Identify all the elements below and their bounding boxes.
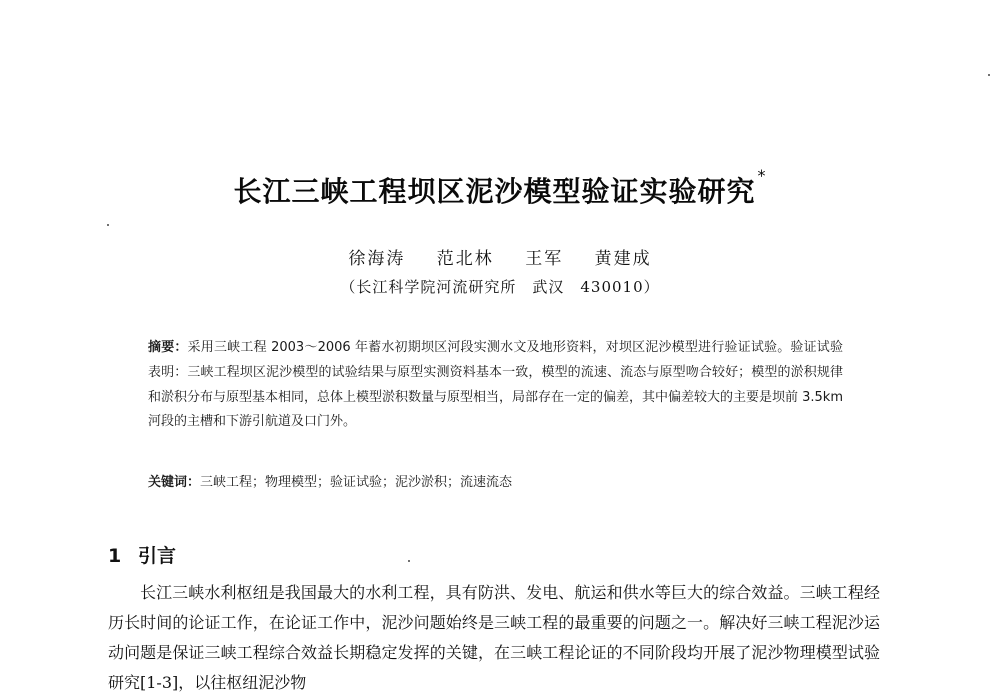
section-title: 引言	[138, 545, 177, 567]
author-name: 范北林	[436, 249, 494, 269]
keywords	[148, 471, 843, 490]
title-text: 长江三峡工程坝区泥沙模型验证实验研究	[233, 175, 756, 208]
body-paragraph: 长江三峡水利枢纽是我国最大的水利工程，具有防洪、发电、航运和供水等巨大的综合效益。三峡工程经历长时间的论证工作，在论证工作中，泥沙问题始终是三峡工程的最重要的问题之一。解决好三峡工程泥沙运动问题是保证三峡工程综合效益长期稳定发挥的关键，在三峡工程论证的不同阶段均开展了泥沙物理模型试验研究[1-3]，以往枢纽泥沙物	[108, 583, 880, 692]
abstract-label: 摘要：	[148, 340, 188, 355]
keywords-text: 三峡工程；物理模型；验证试验；泥沙淤积；流速流态	[200, 475, 513, 490]
section-number: 1	[108, 545, 122, 567]
keywords-label: 关键词：	[148, 475, 201, 490]
section-heading	[108, 541, 176, 568]
author-name: 王军	[525, 249, 564, 269]
author-list	[0, 244, 1000, 269]
paper-title	[0, 166, 1000, 210]
author-name: 黄建成	[594, 249, 652, 269]
abstract	[148, 336, 843, 435]
scan-speck	[408, 560, 410, 562]
author-name: 徐海涛	[348, 249, 406, 269]
affiliation: （长江科学院河流研究所 武汉 430010）	[340, 278, 660, 296]
title-footnote-mark: *	[757, 166, 767, 185]
scan-speck	[107, 224, 109, 226]
scan-speck	[988, 74, 990, 76]
abstract-text: 采用三峡工程 2003～2006 年蓄水初期坝区河段实测水文及地形资料，对坝区泥沙模型进行验证试验。验证试验表明：三峡工程坝区泥沙模型的试验结果与原型实测资料基本一致，模型的流速、流态与原型吻合较好；模型的淤积规律和淤积分布与原型基本相同，总体上模型淤积数量与原型相当，局部存在一定的偏差，其中偏差较大的主要是坝前 3.5km 河段的主槽和下游引航道及口门外。	[148, 340, 843, 430]
